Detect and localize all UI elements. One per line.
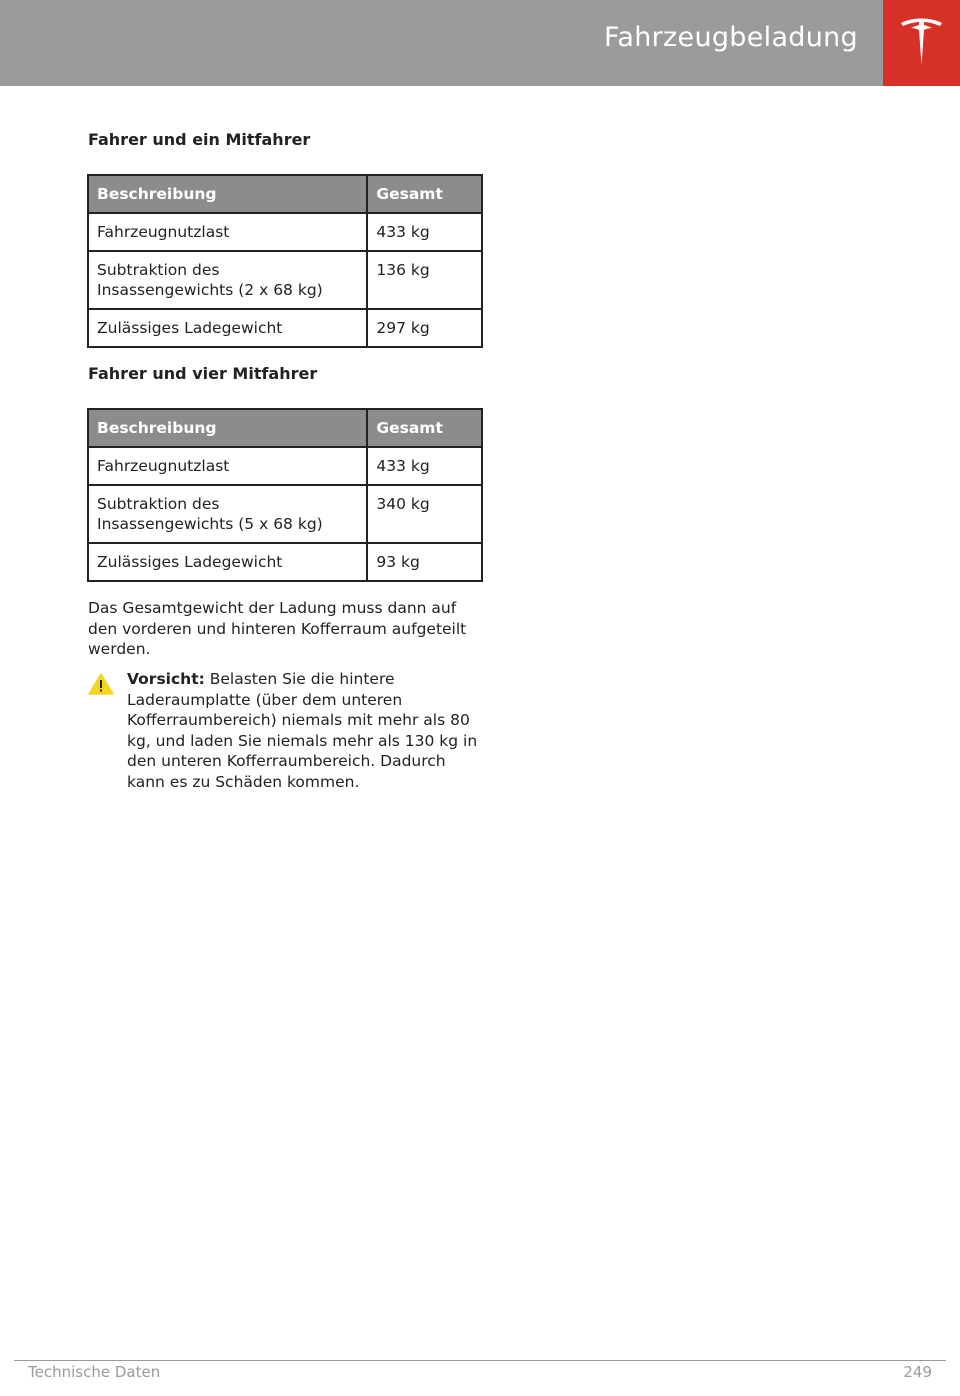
table-row — [88, 447, 482, 485]
tesla-logo-icon — [899, 15, 944, 69]
caution-note — [88, 669, 488, 792]
section-heading: Fahrer und vier Mitfahrer — [88, 364, 318, 383]
column-header-total: Gesamt — [367, 409, 482, 447]
caution-body: Belasten Sie die hintere Laderaumplatte (über dem unteren Kofferraumbereich) niemals mit mehr als 80 kg, und laden Sie niemals mehr als 130 kg in den unteren Kofferraumbereich. Dadurch kann es zu Schäden kommen. — [127, 670, 478, 791]
section-heading: Fahrer und ein Mitfahrer — [88, 130, 311, 149]
table-row — [88, 309, 482, 347]
table-cell: Fahrzeugnutzlast — [88, 447, 367, 485]
footer-divider — [14, 1360, 946, 1361]
table-cell: 93 kg — [367, 543, 482, 581]
load-table-one-passenger — [87, 174, 483, 348]
table-cell: 297 kg — [367, 309, 482, 347]
table-row — [88, 251, 482, 309]
table-row — [88, 543, 482, 581]
caution-label: Vorsicht: — [127, 670, 205, 688]
table-cell: 433 kg — [367, 213, 482, 251]
page-title: Fahrzeugbeladung — [604, 22, 858, 53]
logo-box — [883, 0, 960, 86]
table-cell: Subtraktion des Insassengewichts (5 x 68 kg) — [88, 485, 367, 543]
table-cell: 340 kg — [367, 485, 482, 543]
load-table-four-passengers — [87, 408, 483, 582]
table-cell: Subtraktion des Insassengewichts (2 x 68 kg) — [88, 251, 367, 309]
table-cell: 136 kg — [367, 251, 482, 309]
warning-triangle-icon — [88, 673, 114, 695]
page-header — [0, 0, 960, 86]
column-header-description: Beschreibung — [88, 409, 367, 447]
table-header-row — [88, 175, 482, 213]
column-header-description: Beschreibung — [88, 175, 367, 213]
table-row — [88, 485, 482, 543]
table-cell: Fahrzeugnutzlast — [88, 213, 367, 251]
table-cell: Zulässiges Ladegewicht — [88, 543, 367, 581]
caution-text — [127, 669, 488, 792]
body-paragraph: Das Gesamtgewicht der Ladung muss dann auf den vorderen und hinteren Kofferraum aufgeteilt werden. — [88, 599, 467, 658]
footer-section-name: Technische Daten — [28, 1363, 161, 1381]
table-cell: 433 kg — [367, 447, 482, 485]
page-number: 249 — [903, 1363, 932, 1381]
column-header-total: Gesamt — [367, 175, 482, 213]
table-header-row — [88, 409, 482, 447]
table-row — [88, 213, 482, 251]
table-cell: Zulässiges Ladegewicht — [88, 309, 367, 347]
